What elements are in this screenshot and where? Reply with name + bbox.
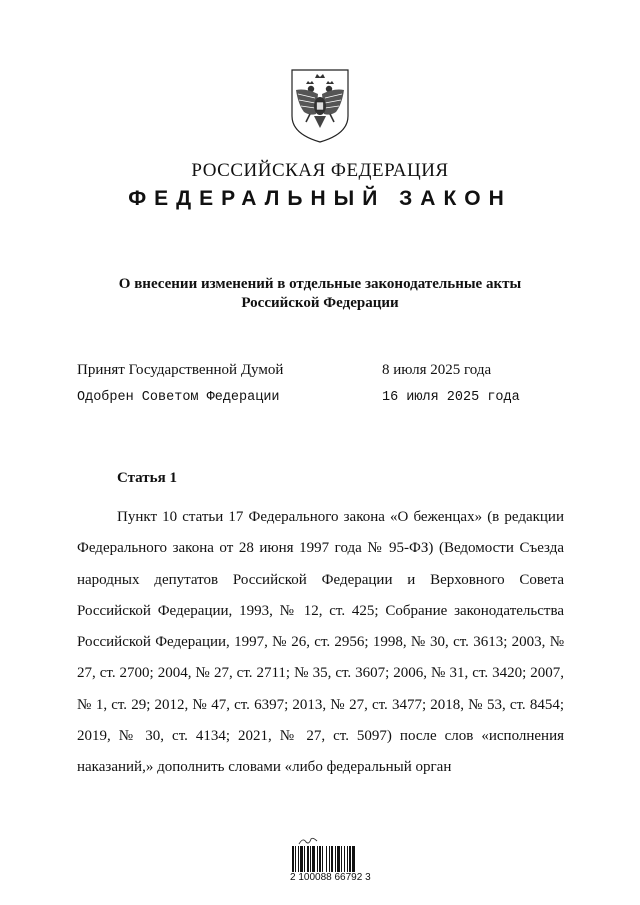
barcode-bar xyxy=(310,846,311,872)
barcode-bar xyxy=(344,846,345,872)
barcode-bar xyxy=(341,846,342,872)
barcode-bar xyxy=(352,846,355,872)
approved-date: 16 июля 2025 года xyxy=(382,390,520,405)
barcode-bar xyxy=(319,846,321,872)
double-headed-eagle-emblem-icon xyxy=(288,68,352,144)
barcode-bar xyxy=(329,846,330,872)
adopted-date: 8 июля 2025 года xyxy=(382,362,492,378)
barcode-bar xyxy=(304,846,305,872)
barcode-bar xyxy=(307,846,309,872)
barcode-bar xyxy=(312,846,315,872)
law-title xyxy=(60,275,580,313)
barcode-bar xyxy=(300,846,303,872)
barcode-icon xyxy=(292,846,368,872)
approved-label: Одобрен Советом Федерации xyxy=(77,390,280,405)
barcode-bar xyxy=(349,846,351,872)
adopted-label: Принят Государственной Думой xyxy=(77,362,284,378)
barcode-bar xyxy=(331,846,333,872)
barcode-number: 2 100088 66792 3 xyxy=(290,872,371,883)
barcode-bar xyxy=(317,846,318,872)
law-title-line-1: О внесении изменений в отдельные законодательные акты xyxy=(118,276,522,292)
barcode-bar xyxy=(322,846,323,872)
law-title-line-2: Российской Федерации xyxy=(241,295,399,311)
article-heading: Статья 1 xyxy=(117,470,177,486)
law-type-heading: ФЕДЕРАЛЬНЫЙ ЗАКОН xyxy=(128,187,512,210)
barcode-bar xyxy=(347,846,348,872)
barcode-bar xyxy=(337,846,340,872)
barcode-bar xyxy=(298,846,299,872)
barcode-block xyxy=(290,836,380,886)
barcode-bar xyxy=(326,846,327,872)
barcode-bar xyxy=(295,846,296,872)
barcode-bar xyxy=(335,846,336,872)
barcode-bar xyxy=(292,846,294,872)
article-paragraph: Пункт 10 статьи 17 Федерального закона «О беженцах» (в редакции Федерального закона от 28 июня 1997 года № 95-ФЗ) (Ведомости Съезда народных депутатов Российской Федерации и Верховного Совета Российской Федерации, 1993, № 12, ст. 425; Собрание законодательства Российской Федерации, 1997, № 26, ст. 2956; 1998, № 30, ст. 3613; 2003, № 27, ст. 2700; 2004, № 27, ст. 2711; № 35, ст. 3607; 2006, № 31, ст. 3420; 2007, № 1, ст. 29; 2012, № 47, ст. 6397; 2013, № 27, ст. 3477; 2018, № 53, ст. 8454; 2019, № 30, ст. 4134; 2021, № 27, ст. 5097) после слов «исполнения наказаний,» дополнить словами «либо федеральный орган xyxy=(77,509,564,776)
country-name: РОССИЙСКАЯ ФЕДЕРАЦИЯ xyxy=(191,160,449,181)
signature-mark-icon xyxy=(298,836,318,846)
